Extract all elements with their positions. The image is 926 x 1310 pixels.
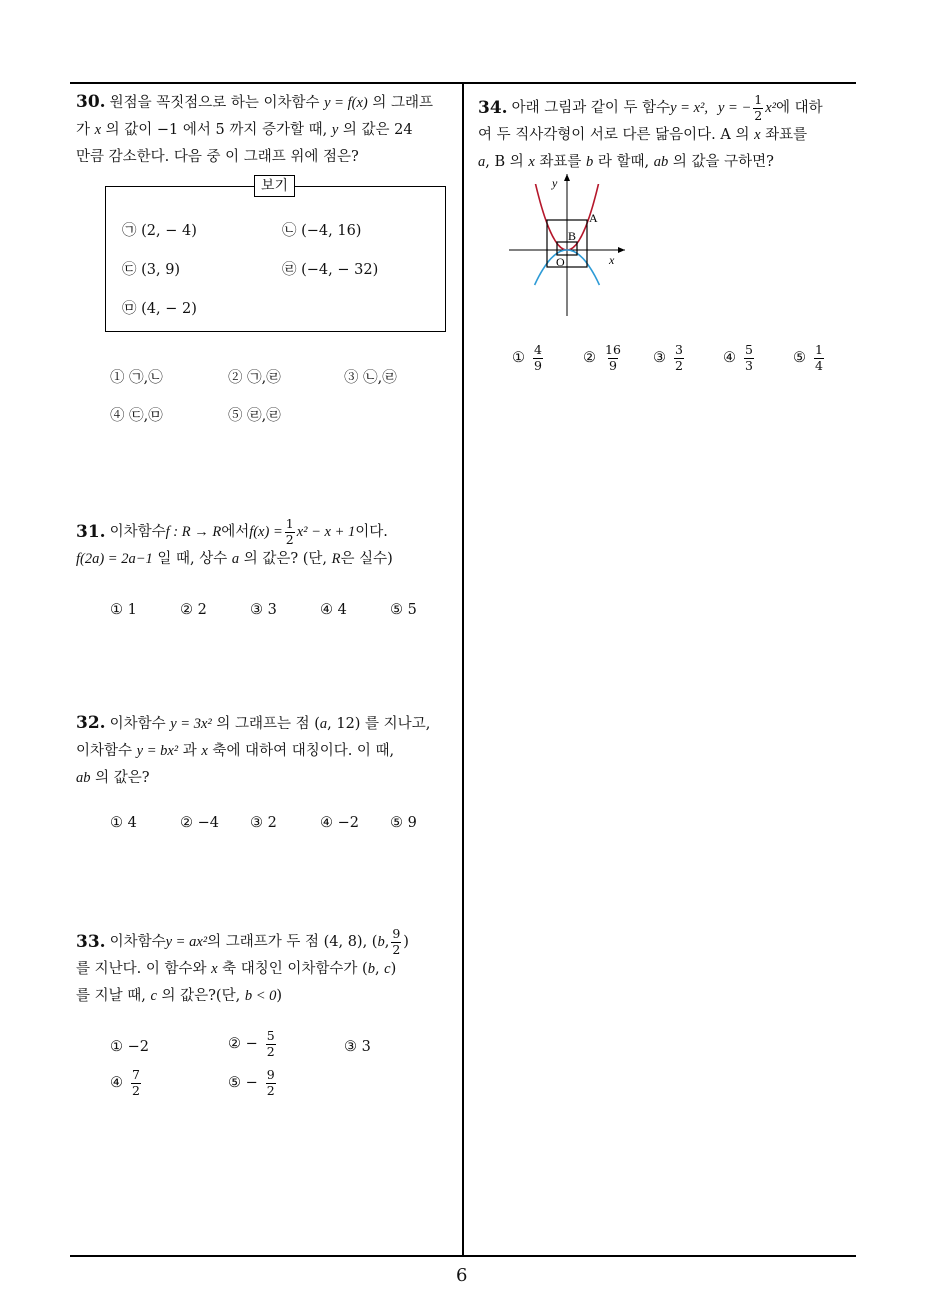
denominator: 2 xyxy=(266,1082,275,1098)
denominator: 9 xyxy=(534,357,542,373)
math: a xyxy=(231,551,240,567)
text: ) xyxy=(390,961,397,977)
math: c xyxy=(150,988,157,1004)
text: 라 할때, xyxy=(593,154,654,170)
text: , xyxy=(374,961,385,977)
fraction xyxy=(533,344,543,372)
choice-label: ① xyxy=(512,350,525,366)
bogi-item: ㉣ (−4, − 32) xyxy=(282,262,379,278)
text: 이다. xyxy=(355,523,388,540)
choice-label: ④ xyxy=(110,1075,123,1091)
numerator: 3 xyxy=(675,342,683,357)
math: R xyxy=(331,551,341,567)
y-label: y xyxy=(552,176,558,190)
question-31 xyxy=(76,518,460,573)
math: ab xyxy=(76,770,91,786)
choice-1[interactable] xyxy=(512,344,545,372)
question-number: 34. xyxy=(478,97,508,118)
text: 축에 대하여 대칭이다. 이 때, xyxy=(207,743,395,759)
question-number: 32. xyxy=(76,713,106,733)
math: b xyxy=(377,933,385,950)
math: y = bx² xyxy=(136,743,179,759)
denominator: 2 xyxy=(266,1043,275,1059)
math: y = ax² xyxy=(165,933,208,950)
fraction xyxy=(391,928,401,956)
question-33 xyxy=(76,928,460,1010)
text: , B 의 xyxy=(485,154,529,170)
choice-5[interactable]: ⑤ 9 xyxy=(390,815,417,831)
choice-label: ② xyxy=(583,350,596,366)
choice-5[interactable] xyxy=(228,1069,278,1097)
math: c xyxy=(384,961,391,977)
choice-label: ⑤ − xyxy=(228,1075,258,1091)
denominator: 2 xyxy=(285,531,294,547)
fraction xyxy=(131,1069,141,1097)
math: f(2a) = 2a−1 xyxy=(76,551,153,567)
choice-label: ④ xyxy=(723,350,736,366)
math: ab xyxy=(653,154,669,170)
choice-3[interactable]: ③ ㉡,㉣ xyxy=(344,370,397,386)
choice-4[interactable]: ④ 4 xyxy=(320,602,347,618)
denominator: 2 xyxy=(754,107,763,123)
choice-4[interactable] xyxy=(723,344,756,372)
fraction xyxy=(604,344,622,372)
text: 이차함수 xyxy=(109,523,166,540)
text: 에서 xyxy=(221,523,250,540)
choice-label: ② − xyxy=(228,1036,258,1052)
text: ) xyxy=(403,933,409,950)
choice-1[interactable]: ① 4 xyxy=(110,815,137,831)
choice-5[interactable]: ⑤ 5 xyxy=(390,602,417,618)
text: 아래 그림과 같이 두 함수 xyxy=(511,99,671,116)
point-b-label: B xyxy=(568,229,577,243)
page-number: 6 xyxy=(456,1265,468,1286)
choice-3[interactable]: ③ 3 xyxy=(250,602,277,618)
bogi-item: ㉢ (3, 9) xyxy=(122,262,181,278)
text: 의 값이 −1 에서 5 까지 증가할 때, xyxy=(101,122,332,138)
text: 과 xyxy=(178,743,202,759)
math: a xyxy=(319,716,328,732)
x-label: x xyxy=(609,253,615,267)
choice-2[interactable]: ② −4 xyxy=(180,815,219,831)
denominator: 4 xyxy=(815,357,823,373)
text: 를 지난다. 이 함수와 xyxy=(76,961,212,977)
x-axis-arrow xyxy=(618,247,625,253)
text: 의 값은?(단, xyxy=(156,988,245,1004)
math: b < 0 xyxy=(244,988,277,1004)
math: y = x², xyxy=(670,99,708,116)
y-axis-arrow xyxy=(564,174,570,181)
text: 가 xyxy=(76,122,95,138)
math: y = 3x² xyxy=(170,716,212,732)
math: y = f(x) xyxy=(324,95,368,111)
fraction xyxy=(744,344,754,372)
question-number: 33. xyxy=(76,931,106,952)
math: b xyxy=(367,961,375,977)
math: x xyxy=(211,961,218,977)
choice-3[interactable] xyxy=(653,344,686,372)
question-30 xyxy=(76,89,460,171)
text: 이차함수 xyxy=(109,716,171,732)
column-divider xyxy=(462,82,464,1256)
choice-4[interactable]: ④ −2 xyxy=(320,815,359,831)
choice-4[interactable]: ④ ㉢,㉤ xyxy=(110,408,163,424)
text: 의 그래프가 두 점 (4, 8), ( xyxy=(207,933,378,950)
fraction xyxy=(814,344,824,372)
fraction xyxy=(674,344,684,372)
math: x xyxy=(754,127,761,143)
fraction xyxy=(285,518,295,546)
numerator: 7 xyxy=(132,1067,140,1082)
choice-3[interactable]: ③ 3 xyxy=(344,1039,371,1055)
text: 의 값을 구하면? xyxy=(668,154,774,170)
question-number: 31. xyxy=(76,521,106,542)
choice-2[interactable] xyxy=(583,344,624,372)
math: y = − xyxy=(717,99,752,116)
text: 를 지날 때, xyxy=(76,988,151,1004)
bogi-label: 보기 xyxy=(254,175,295,197)
numerator: 4 xyxy=(534,342,542,357)
choice-label: ③ xyxy=(653,350,666,366)
numerator: 1 xyxy=(285,516,294,531)
bogi-item: ㉠ (2, − 4) xyxy=(122,223,197,239)
question-number: 30. xyxy=(76,92,106,112)
choice-5[interactable] xyxy=(793,344,826,372)
text: 의 그래프 xyxy=(367,95,433,111)
choice-1[interactable]: ① −2 xyxy=(110,1039,149,1055)
fraction xyxy=(266,1069,276,1097)
math: f : R → R xyxy=(165,523,222,540)
choice-3[interactable]: ③ 2 xyxy=(250,815,277,831)
math: x xyxy=(528,154,535,170)
text: 여 두 직사각형이 서로 다른 닮음이다. A 의 xyxy=(478,127,755,143)
text: 의 값은? (단, xyxy=(239,551,332,567)
numerator: 5 xyxy=(266,1028,275,1043)
question-34 xyxy=(478,94,858,176)
text: 의 값은? xyxy=(90,770,150,786)
math: x² − x + 1 xyxy=(296,523,356,540)
text: 의 그래프는 점 ( xyxy=(211,716,320,732)
text: 에 대하 xyxy=(776,99,823,116)
denominator: 2 xyxy=(132,1082,140,1098)
text: 이차함수 xyxy=(109,933,166,950)
denominator: 2 xyxy=(675,357,683,373)
numerator: 9 xyxy=(266,1067,275,1082)
origin-label: O xyxy=(556,255,565,269)
parabola-figure xyxy=(505,170,635,320)
text: 좌표를 xyxy=(534,154,587,170)
bogi-item: ㉤ (4, − 2) xyxy=(122,301,197,317)
math: f(x) = xyxy=(249,523,283,540)
text: 좌표를 xyxy=(760,127,808,143)
text: , xyxy=(384,933,390,950)
choice-2[interactable] xyxy=(228,1030,278,1058)
text: , 12) 를 지나고, xyxy=(327,716,431,732)
text: 의 값은 24 xyxy=(338,122,413,138)
numerator: 1 xyxy=(754,92,763,107)
text: 축 대칭인 이차함수가 ( xyxy=(217,961,368,977)
choice-label: ⑤ xyxy=(793,350,806,366)
text: 이차함수 xyxy=(76,743,137,759)
denominator: 2 xyxy=(392,941,401,957)
point-a-label: A xyxy=(589,211,598,225)
math: x² xyxy=(765,99,776,116)
question-32 xyxy=(76,710,460,792)
bottom-rule xyxy=(70,1255,856,1257)
math: a xyxy=(478,154,486,170)
numerator: 5 xyxy=(745,342,753,357)
bogi-item: ㉡ (−4, 16) xyxy=(282,223,362,239)
choice-5[interactable]: ⑤ ㉣,㉣ xyxy=(228,408,281,424)
choice-4[interactable] xyxy=(110,1069,143,1097)
choice-2[interactable]: ② ㉠,㉣ xyxy=(228,370,281,386)
math: y xyxy=(331,122,339,138)
math: x xyxy=(201,743,208,759)
text: 일 때, 상수 xyxy=(152,551,232,567)
fraction xyxy=(266,1030,276,1058)
text: 원점을 꼭짓점으로 하는 이차함수 xyxy=(109,95,325,111)
choice-2[interactable]: ② 2 xyxy=(180,602,207,618)
denominator: 9 xyxy=(608,357,617,373)
numerator: 9 xyxy=(392,926,401,941)
text: 만큼 감소한다. 다음 중 이 그래프 위에 점은? xyxy=(76,149,359,165)
choice-1[interactable]: ① ㉠,㉡ xyxy=(110,370,163,386)
fraction xyxy=(753,94,763,122)
numerator: 1 xyxy=(815,342,823,357)
text: ) xyxy=(276,988,283,1004)
math: b xyxy=(586,154,594,170)
denominator: 3 xyxy=(745,357,753,373)
numerator: 16 xyxy=(605,342,621,357)
choice-1[interactable]: ① 1 xyxy=(110,602,137,618)
math: x xyxy=(94,122,102,138)
text: 은 실수) xyxy=(340,551,393,567)
